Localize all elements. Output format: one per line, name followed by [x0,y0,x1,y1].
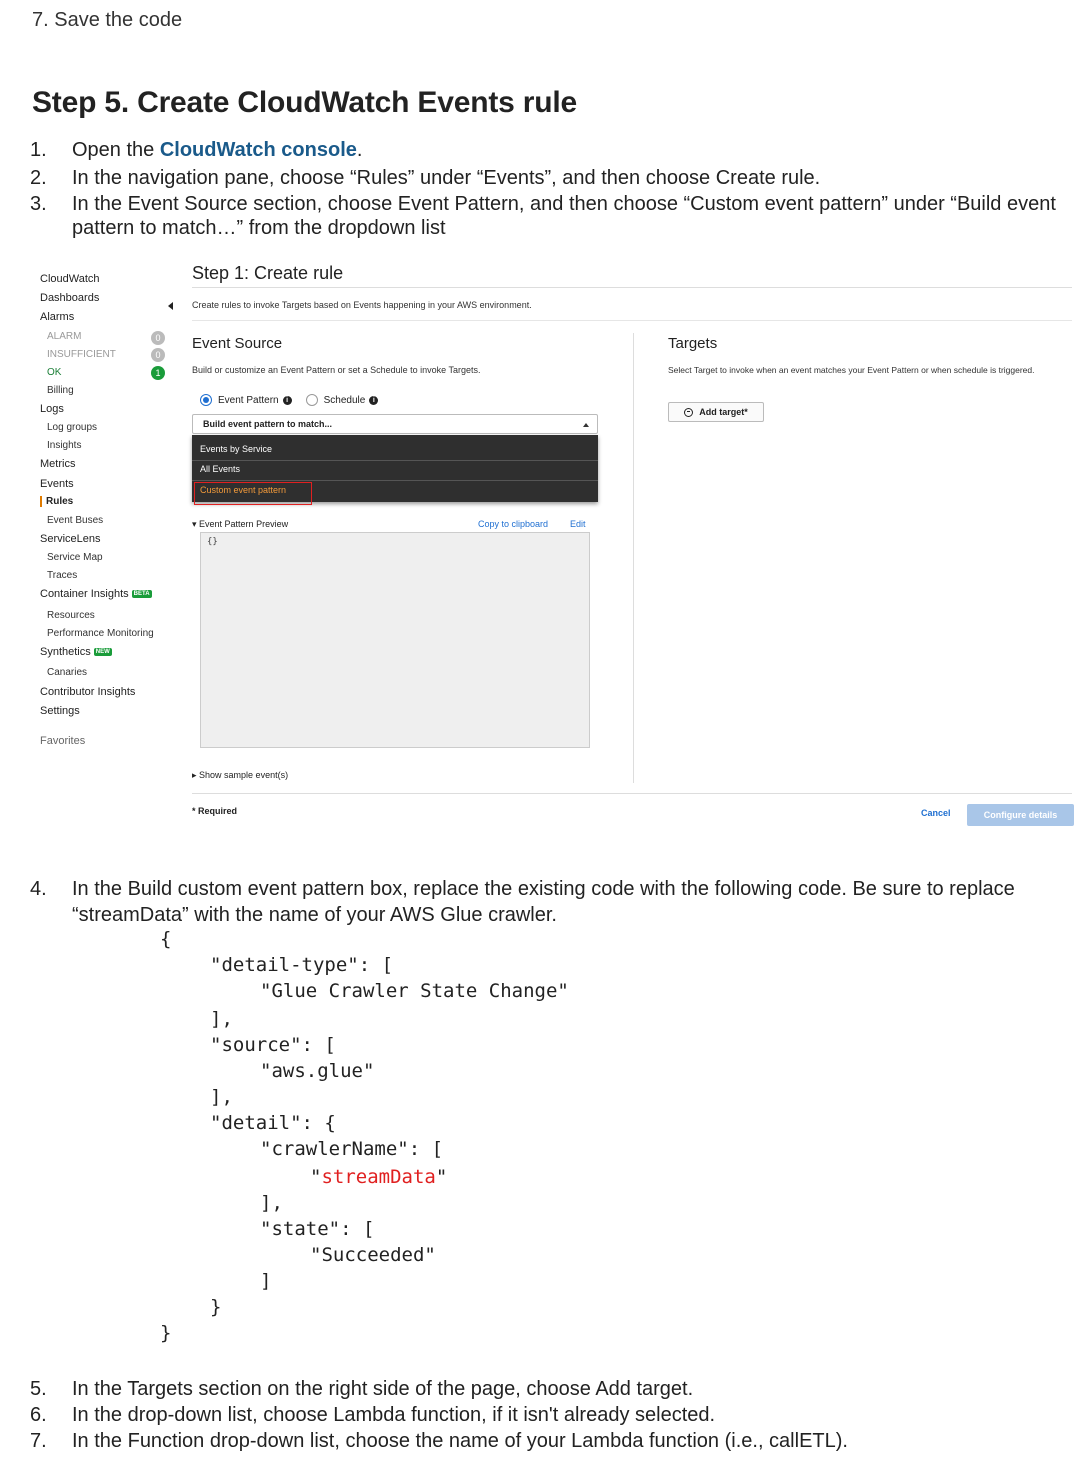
dropdown-divider [192,480,598,481]
item-text: In the Build custom event pattern box, replace the existing code with the following code. Be sure to replace “streamData” with the name of your AWS Glue crawler. [72,878,1015,926]
title-divider [192,287,1072,288]
item-number: 3. [30,193,47,215]
code-line: ], [260,1192,283,1214]
event-pattern-select[interactable] [192,414,598,434]
item-number: 6. [30,1404,47,1426]
sidebar-item-logs[interactable]: Logs [40,403,64,415]
sidebar-item-ok[interactable]: OK [47,367,62,378]
sidebar-item-container-insights[interactable] [40,588,152,600]
configure-details-button[interactable]: Configure details [967,804,1074,826]
sidebar-item-synthetics[interactable] [40,646,112,658]
alarm-count-badge: 0 [151,331,165,345]
item-text: In the navigation pane, choose “Rules” under “Events”, and then choose Create rule. [72,167,821,189]
code-line: "state": [ [260,1218,375,1240]
sidebar-item-event-buses[interactable]: Event Buses [47,515,104,526]
add-target-label: Add target* [699,407,748,417]
code-line: ], [210,1086,233,1108]
dropdown-option-custom-event-pattern[interactable]: Custom event pattern [200,485,287,495]
sidebar-item-service-map[interactable]: Service Map [47,552,103,563]
sidebar-item-resources[interactable]: Resources [47,610,95,621]
ok-count-badge: 1 [151,366,165,380]
sidebar-item-insights[interactable]: Insights [47,440,82,451]
add-icon [684,408,693,417]
code-line: { [160,928,172,950]
code-line: "crawlerName": [ [260,1138,444,1160]
beta-badge: BETA [133,591,150,598]
code-line: "detail-type": [ [210,954,394,976]
sidebar-item-favorites[interactable]: Favorites [40,735,86,747]
item-text: In the Function drop-down list, choose the name of your Lambda function (i.e., callETL). [72,1430,848,1452]
rule-description: Create rules to invoke Targets based on Events happening in your AWS environment. [192,300,532,310]
event-source-radio-group [200,394,378,406]
item-number: 5. [30,1378,47,1400]
sidebar-item-rules[interactable]: Rules [40,496,73,507]
code-line: ], [210,1008,233,1030]
highlight-box [194,482,312,505]
info-icon[interactable]: i [369,396,378,405]
targets-title: Targets [668,335,718,352]
sidebar-item-alarm[interactable]: ALARM [47,331,82,342]
sidebar-item-log-groups[interactable]: Log groups [47,422,98,433]
event-source-description: Build or customize an Event Pattern or set a Schedule to invoke Targets. [192,365,481,375]
intro-step-line: 7. Save the code [32,9,183,31]
event-pattern-preview-box[interactable] [200,532,590,748]
sidebar-item-performance-monitoring[interactable]: Performance Monitoring [47,628,154,639]
schedule-label: Schedule [323,394,366,406]
code-line: ] [260,1270,272,1292]
item-number: 1. [30,139,47,161]
sidebar-item-contributor-insights[interactable]: Contributor Insights [40,686,136,698]
event-source-title: Event Source [192,335,283,352]
event-pattern-preview-toggle[interactable]: ▾ Event Pattern Preview [192,519,289,529]
new-badge: NEW [95,649,110,656]
list-item [30,1377,1070,1402]
targets-description: Select Target to invoke when an event matches your Event Pattern or when schedule is triggered. [668,365,1035,375]
required-note: * Required [192,806,238,816]
column-divider [633,333,634,783]
list-item [30,1403,1070,1428]
item-number: 4. [30,878,47,900]
code-line: } [210,1296,222,1318]
section-divider [192,320,1072,321]
schedule-radio[interactable] [306,394,318,406]
create-rule-panel [192,258,1074,830]
list-item [30,192,1070,240]
event-pattern-radio[interactable] [200,394,212,406]
sidebar-item-servicelens[interactable]: ServiceLens [40,533,101,545]
code-line: "Glue Crawler State Change" [260,980,569,1002]
sidebar-item-billing[interactable]: Billing [47,385,74,396]
sidebar-item-canaries[interactable]: Canaries [47,667,88,678]
show-sample-events-toggle[interactable]: ▸ Show sample event(s) [192,770,289,780]
edit-link[interactable]: Edit [570,519,586,529]
sidebar-item-alarms[interactable]: Alarms [40,311,75,323]
sidebar-item-insufficient[interactable]: INSUFFICIENT [47,349,116,360]
crawler-name-placeholder: streamData [321,1166,436,1188]
info-icon[interactable]: i [283,396,292,405]
code-line: } [160,1322,172,1344]
cloudwatch-console-screenshot [28,258,1078,830]
code-line-crawler-value [310,1166,447,1188]
sidebar-item-traces[interactable]: Traces [47,570,78,581]
code-line: "detail": { [210,1112,336,1134]
list-item [30,138,1070,163]
add-target-button[interactable] [668,402,764,422]
rule-title: Step 1: Create rule [192,263,344,283]
item-number: 7. [30,1430,47,1452]
code-line: "Succeeded" [310,1244,436,1266]
item-text: In the Targets section on the right side of the page, choose Add target. [72,1378,694,1400]
dropdown-option-all-events[interactable]: All Events [200,464,241,474]
sidebar-item-metrics[interactable]: Metrics [40,458,76,470]
container-insights-label: Container Insights [40,588,129,600]
list-item [30,876,1070,928]
preview-label: Event Pattern Preview [199,519,289,529]
collapse-sidebar-icon[interactable] [168,302,173,310]
list-item [30,166,1070,191]
dropdown-divider [192,460,598,461]
steps-top-list [30,138,1070,240]
step-title: Step 5. Create CloudWatch Events rule [32,86,577,119]
sidebar-item-dashboards[interactable]: Dashboards [40,292,100,304]
select-value: Build event pattern to match... [203,419,333,429]
cancel-button[interactable]: Cancel [921,808,951,818]
quote: " [435,1166,448,1188]
sidebar-item-settings[interactable]: Settings [40,705,80,717]
event-pattern-dropdown [192,435,598,502]
synthetics-label: Synthetics [40,646,91,658]
item-text: Open the [72,139,160,161]
quote: " [310,1166,322,1188]
sidebar-item-events[interactable]: Events [40,478,74,490]
caret-up-icon [583,423,589,427]
preview-code: {} [207,537,218,547]
show-sample-label: Show sample event(s) [199,770,289,780]
item-number: 2. [30,167,47,189]
step-4 [30,876,1070,928]
code-line: "aws.glue" [260,1060,375,1082]
footer-divider [192,793,1072,794]
insufficient-count-badge: 0 [151,348,165,362]
list-item [30,1429,1070,1454]
item-text-end: . [356,139,363,161]
event-pattern-label: Event Pattern [218,394,279,406]
dropdown-option-events-by-service[interactable]: Events by Service [200,444,273,454]
steps-bottom-list [30,1377,1070,1454]
item-text: In the Event Source section, choose Event Pattern, and then choose “Custom event pattern” under “Build event pattern to match…” from the dropdown list [72,193,1056,239]
sidebar-item-cloudwatch[interactable]: CloudWatch [40,273,100,285]
item-text: In the drop-down list, choose Lambda function, if it isn't already selected. [72,1404,716,1426]
copy-to-clipboard-link[interactable]: Copy to clipboard [478,519,549,529]
cloudwatch-console-link[interactable]: CloudWatch console [159,139,357,161]
code-line: "source": [ [210,1034,336,1056]
